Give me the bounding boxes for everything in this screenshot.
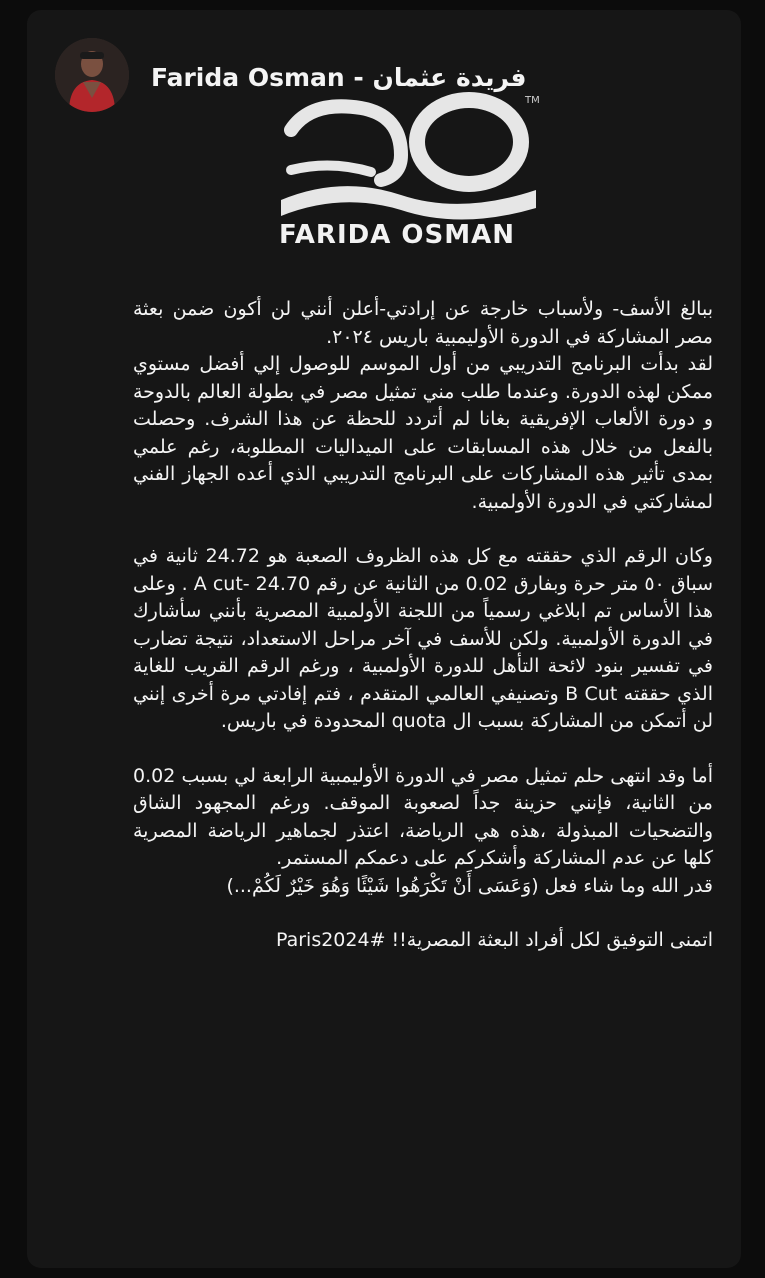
avatar[interactable] — [55, 38, 129, 112]
paragraph-5: قدر الله وما شاء فعل (وَعَسَى أَنْ تَكْرَهُوا شَيْئًا وَهُوَ خَيْرٌ لَكُمْ...) — [226, 874, 713, 897]
paragraph-2: لقد بدأت البرنامج التدريبي من أول الموسم للوصول إلي أفضل مستوي ممكن لهذه الدورة. وعندما طلب مني تمثيل مصر في بطولة العالم بالدوحة و دورة الألعاب الإفريقية بغانا لم أتردد للحظة عن هذا الشرف. وحصلت بالفعل من خلال هذه المسابقات على الميداليات المطلوبة، رغم علمي بمدى تأثير هذه المشاركات على البرنامج التدريبي الذي أعده الجهاز الفني لمشاركتي في الدورة الأولمبية. — [133, 353, 713, 513]
paragraph-6: اتمنى التوفيق لكل أفراد البعثة المصرية!! #Paris2024 — [275, 929, 713, 951]
paragraph-4: أما وقد انتهى حلم تمثيل مصر في الدورة الأوليمبية الرابعة لي بسبب 0.02 من الثانية، فإنني حزينة جداً لصعوبة الموقف. ورغم المجهود الشاق والتضحيات المبذولة ،هذه هي الرياضة، اعتذر لجماهير الرياضة المصرية كلها عن عدم المشاركة وأشكركم على دعمكم المستمر. — [133, 764, 713, 869]
avatar-photo-icon — [55, 38, 129, 112]
post-card — [27, 10, 741, 1268]
trademark-mark: TM — [525, 95, 540, 106]
farida-osman-logo-icon — [251, 80, 551, 230]
paragraph-3: وكان الرقم الذي حققته مع كل هذه الظروف الصعبة هو 24.72 ثانية في سباق ٥٠ متر حرة وبفارق 0.02 من الثانية عن رقم A cut- 24.70 . وعلى هذا الأساس تم ابلاغي رسمياً من اللجنة الأولمبية المصرية بأنني سأشارك في الدورة الأولمبية. ولكن للأسف في آخر مراحل الاستعداد، نتيجة تضارب في تفسير بنود لائحة التأهل للدورة الأولمبية ، ورغم الرقم القريب للغاية الذي حققته B Cut وتصنيفي العالمي المتقدم ، فتم إفادتي مرة أخرى إنني لن أتمكن من المشاركة بسبب ال quota المحدودة في باريس. — [133, 545, 713, 732]
paragraph-1: ببالغ الأسف- ولأسباب خارجة عن إرادتي-أعلن أنني لن أكون ضمن بعثة مصر المشاركة في الدورة الأوليمبية باريس ٢٠٢٤. — [133, 298, 713, 348]
author-name[interactable]: Farida Osman - فريدة عثمان — [151, 63, 527, 92]
brand-name: FARIDA OSMAN — [279, 220, 515, 250]
post-body — [133, 296, 713, 955]
